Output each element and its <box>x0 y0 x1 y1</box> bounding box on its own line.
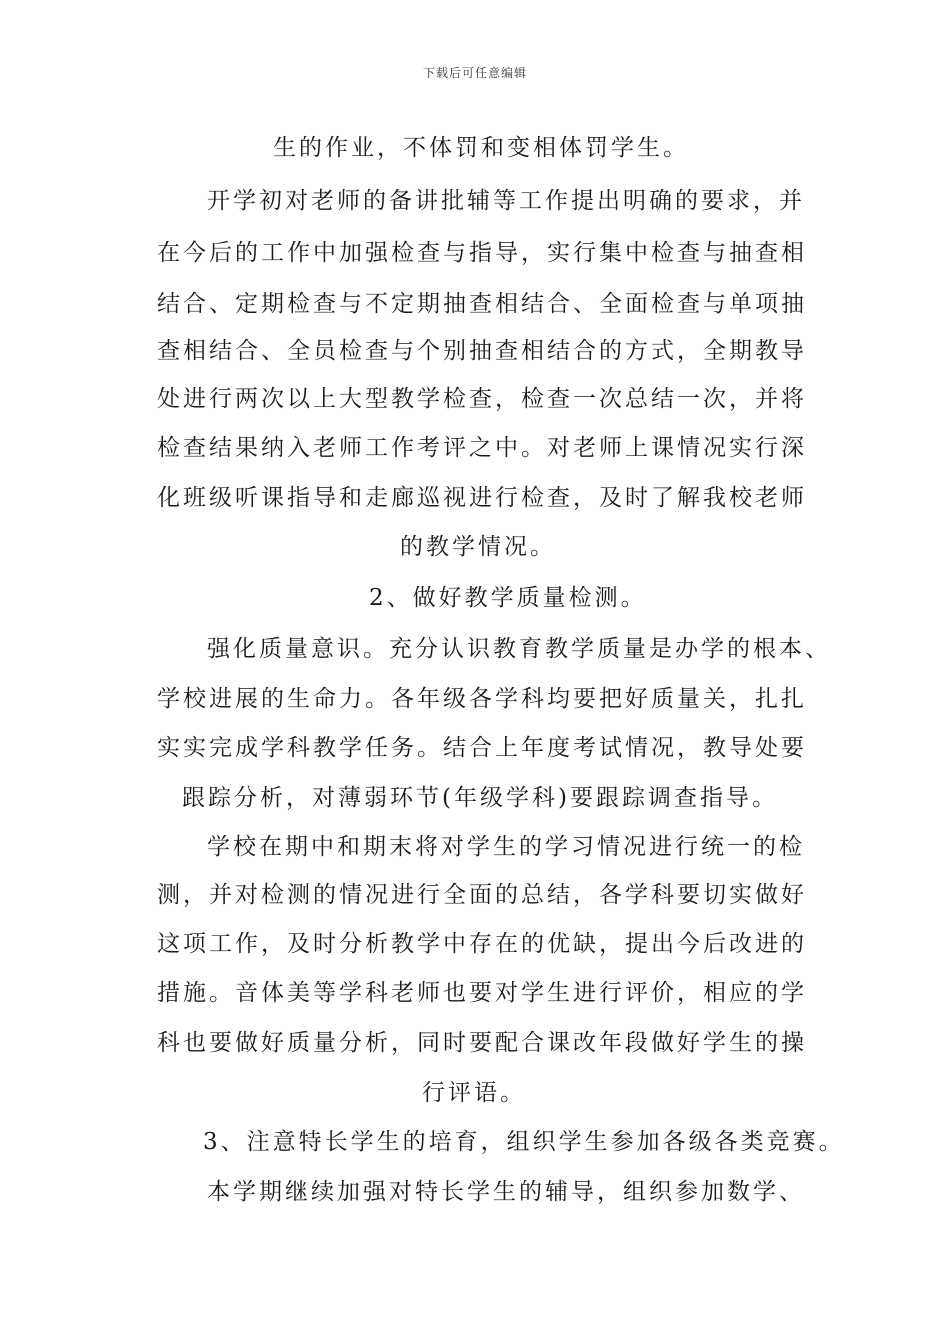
text-line: 检查结果纳入老师工作考评之中。对老师上课情况实行深 <box>157 435 807 461</box>
text-line: 行评语。 <box>422 1080 526 1106</box>
text-line: 化班级听课指导和走廊巡视进行检查，及时了解我校老师 <box>157 485 807 511</box>
text-line: 学校在期中和期末将对学生的学习情况进行统一的检 <box>207 834 805 860</box>
text-line: 科也要做好质量分析，同时要配合课改年段做好学生的操 <box>157 1030 807 1056</box>
text-line: 处进行两次以上大型教学检查，检查一次总结一次，并将 <box>157 386 807 412</box>
text-line: 措施。音体美等学科老师也要对学生进行评价，相应的学 <box>157 980 807 1006</box>
text-line: 测，并对检测的情况进行全面的总结，各学科要切实做好 <box>157 882 807 908</box>
text-line: 实实完成学科教学任务。结合上年度考试情况，教导处要 <box>157 735 807 761</box>
text-line: 结合、定期检查与不定期抽查相结合、全面检查与单项抽 <box>157 291 807 317</box>
text-line: 跟踪分析，对薄弱环节(年级学科)要跟踪调查指导。 <box>182 785 778 811</box>
text-line: 这项工作，及时分析教学中存在的优缺，提出今后改进的 <box>157 931 807 957</box>
section-heading: 3、注意特长学生的培育，组织学生参加各级各类竞赛。 <box>203 1129 845 1155</box>
page-header: 下载后可任意编辑 <box>422 66 527 80</box>
text-line: 学校进展的生命力。各年级各学科均要把好质量关，扎扎 <box>157 686 807 712</box>
text-line: 的教学情况。 <box>400 534 556 560</box>
text-line: 生的作业，不体罚和变相体罚学生。 <box>273 135 689 161</box>
text-line: 在今后的工作中加强检查与指导，实行集中检查与抽查相 <box>157 240 807 266</box>
section-heading: 2、做好教学质量检测。 <box>369 585 647 611</box>
text-line: 开学初对老师的备讲批辅等工作提出明确的要求，并 <box>207 188 805 214</box>
text-line: 强化质量意识。充分认识教育教学质量是办学的根本、 <box>207 636 831 662</box>
text-line: 本学期继续加强对特长学生的辅导，组织参加数学、 <box>207 1179 805 1205</box>
text-line: 查相结合、全员检查与个别抽查相结合的方式，全期教导 <box>157 338 807 364</box>
